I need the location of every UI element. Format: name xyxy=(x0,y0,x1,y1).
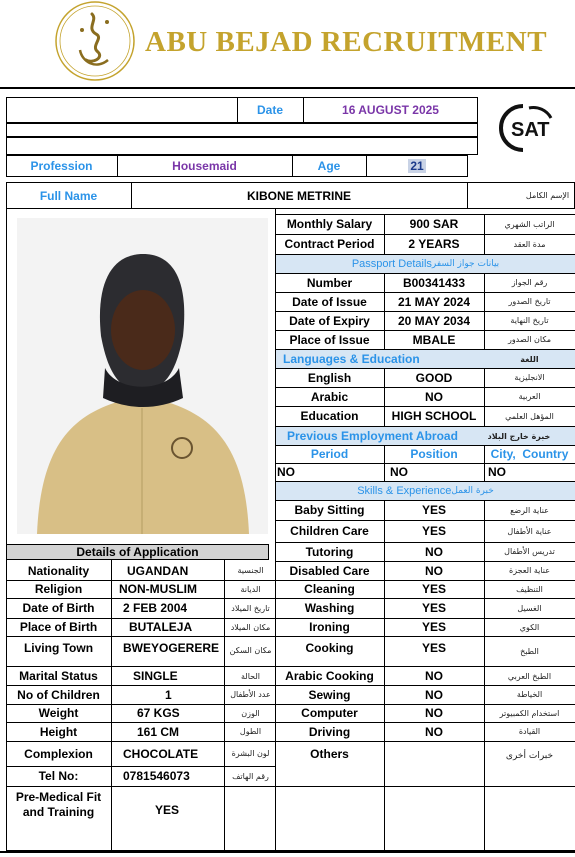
issue-date-label: Date of Issue xyxy=(292,294,367,309)
agency-logo xyxy=(493,100,569,156)
ironing-arabic: الكوي xyxy=(519,622,540,632)
premedical-value: YES xyxy=(155,803,180,817)
nationality-value: UGANDAN xyxy=(127,563,189,578)
period-value: NO xyxy=(277,465,295,479)
others-value xyxy=(384,741,484,766)
contract-period-arabic: مدة العقد xyxy=(513,239,546,249)
washing-value: YES xyxy=(421,601,446,615)
employment-title-arabic: خبرة خارج البلاد xyxy=(487,431,551,441)
others-label: Others xyxy=(310,746,349,761)
children-care-value: YES xyxy=(421,524,446,538)
english-value: GOOD xyxy=(415,370,453,385)
living-town-label: Living Town xyxy=(23,641,94,655)
arabic-cooking-value: NO xyxy=(425,669,443,683)
cooking-value: YES xyxy=(421,641,446,655)
others-arabic: خبرات أخرى xyxy=(505,751,554,761)
complexion-label: Complexion xyxy=(24,746,93,761)
skills-title: Skills & Experience خبرة العمل xyxy=(357,485,494,497)
arabic-cooking-label: Arabic Cooking xyxy=(285,669,374,683)
english-arabic: الانجليزية xyxy=(514,373,545,382)
sewing-value: NO xyxy=(425,687,443,702)
english-label: English xyxy=(307,370,352,385)
blank-row xyxy=(6,137,478,155)
baby-sitting-arabic: عناية الرضع xyxy=(510,505,549,515)
arabic-label: Arabic xyxy=(310,389,349,404)
brand-name: ABU BEJAD RECRUITMENT xyxy=(145,26,548,58)
passport-number-label: Number xyxy=(306,275,353,290)
fullname-arabic: الإسم الكامل xyxy=(525,191,570,200)
complexion-arabic: لون البشرة xyxy=(231,749,270,758)
date-value: 16 AUGUST 2025 xyxy=(342,103,439,117)
issue-date-value: 21 MAY 2024 xyxy=(397,294,471,309)
marital-status-value: SINGLE xyxy=(133,669,178,683)
children-label: No of Children xyxy=(17,687,100,702)
salary-arabic: الراتب الشهري xyxy=(504,219,555,229)
passport-number-arabic: رقم الجواز xyxy=(511,278,548,287)
height-arabic: الطول xyxy=(239,727,262,736)
profession-label: Profession xyxy=(30,159,93,173)
cooking-arabic: الطبخ xyxy=(520,646,539,656)
complexion-value: CHOCOLATE xyxy=(123,746,199,761)
expiry-date-arabic: تاريخ النهاية xyxy=(510,316,549,325)
tel-label: Tel No: xyxy=(38,769,79,783)
cleaning-label: Cleaning xyxy=(304,582,355,596)
education-label: Education xyxy=(300,409,359,423)
disabled-care-label: Disabled Care xyxy=(289,563,370,578)
weight-value: 67 KGS xyxy=(137,706,180,720)
tel-value: 0781546073 xyxy=(123,769,190,783)
arabic-value: NO xyxy=(425,389,443,404)
marital-status-arabic: الحالة xyxy=(241,671,260,681)
disabled-care-value: NO xyxy=(425,563,443,578)
dob-value: 2 FEB 2004 xyxy=(123,601,188,615)
issue-place-label: Place of Issue xyxy=(289,332,370,347)
passport-title: Passport Details بيانات جواز السفر xyxy=(351,258,500,270)
cleaning-value: YES xyxy=(421,582,446,596)
baby-sitting-value: YES xyxy=(421,503,446,517)
marital-status-label: Marital Status xyxy=(19,669,98,683)
nationality-arabic: الجنسية xyxy=(237,566,264,575)
disabled-care-arabic: عناية العجزة xyxy=(509,566,550,575)
children-value: 1 xyxy=(165,687,172,702)
religion-value: NON-MUSLIM xyxy=(119,582,197,596)
driving-arabic: القيادة xyxy=(518,727,541,736)
dob-label: Date of Birth xyxy=(22,601,95,615)
driving-value: NO xyxy=(425,724,443,739)
driving-label: Driving xyxy=(308,724,351,739)
cooking-label: Cooking xyxy=(305,641,354,655)
religion-label: Religion xyxy=(34,582,83,596)
age-value: 21 xyxy=(410,159,424,173)
blank-row xyxy=(6,123,478,137)
sewing-label: Sewing xyxy=(308,687,351,702)
nationality-label: Nationality xyxy=(27,563,90,578)
age-label: Age xyxy=(317,159,341,173)
premedical-label: Pre-Medical Fit and Training xyxy=(15,790,102,819)
issue-date-arabic: تاريخ الصدور xyxy=(508,297,551,306)
salary-label: Monthly Salary xyxy=(286,217,373,231)
living-town-arabic: مكان السكن xyxy=(229,645,272,655)
tutoring-arabic: تدريس الأطفال xyxy=(504,547,555,556)
pob-label: Place of Birth xyxy=(19,620,98,634)
issue-place-value: MBALE xyxy=(412,332,456,347)
fullname-value: KIBONE METRINE xyxy=(246,188,351,203)
education-value: HIGH SCHOOL xyxy=(391,409,477,423)
washing-label: Washing xyxy=(304,601,355,615)
tutoring-value: NO xyxy=(425,544,443,559)
height-label: Height xyxy=(39,724,78,739)
weight-arabic: الوزن xyxy=(241,708,260,718)
washing-arabic: الغسيل xyxy=(517,603,542,613)
religion-arabic: الديانة xyxy=(240,584,261,594)
issue-place-arabic: مكان الصدور xyxy=(507,335,552,344)
profession-value: Housemaid xyxy=(172,159,237,173)
baby-sitting-label: Baby Sitting xyxy=(294,503,365,517)
city-country-header: City, Country xyxy=(490,447,569,461)
pob-value: BUTALEJA xyxy=(129,620,193,634)
expiry-date-label: Date of Expiry xyxy=(289,313,370,328)
date-label: Date xyxy=(256,103,283,117)
passport-number-value: B00341433 xyxy=(402,275,466,290)
pob-arabic: مكان الميلاد xyxy=(230,622,271,632)
computer-label: Computer xyxy=(301,706,358,720)
salary-value: 900 SAR xyxy=(409,217,459,231)
application-title: Details of Application xyxy=(76,545,199,559)
computer-arabic: استخدام الكمبيوتر xyxy=(499,708,560,718)
ironing-value: YES xyxy=(421,620,446,634)
ironing-label: Ironing xyxy=(309,620,350,634)
arabic-arabic: العربية xyxy=(518,392,541,401)
contract-period-label: Contract Period xyxy=(284,237,375,251)
position-value: NO xyxy=(390,465,408,479)
sewing-arabic: الخياطة xyxy=(516,690,543,699)
period-header: Period xyxy=(310,447,349,461)
tutoring-label: Tutoring xyxy=(305,544,354,559)
contract-period-value: 2 YEARS xyxy=(408,237,460,251)
svg-text:SAT: SAT xyxy=(511,119,550,141)
living-town-value: BWEYOGERERE xyxy=(123,641,220,655)
arabic-cooking-arabic: الطبخ العربي xyxy=(507,671,552,681)
computer-value: NO xyxy=(425,706,443,720)
cleaning-arabic: التنظيف xyxy=(516,584,543,594)
position-header: Position xyxy=(410,447,458,461)
languages-title-arabic: اللغة xyxy=(520,354,539,364)
fullname-label: Full Name xyxy=(39,188,98,203)
children-care-label: Children Care xyxy=(290,524,369,538)
children-care-arabic: عناية الأطفال xyxy=(507,526,552,536)
tel-arabic: رقم الهاتف xyxy=(232,771,269,781)
education-arabic: المؤهل العلمي xyxy=(505,411,554,421)
company-logo xyxy=(52,0,138,82)
children-arabic: عدد الأطفال xyxy=(230,690,271,699)
expiry-date-value: 20 MAY 2034 xyxy=(397,313,471,328)
employment-title: Previous Employment Abroad xyxy=(287,429,458,443)
candidate-photo xyxy=(17,218,268,534)
weight-label: Weight xyxy=(38,706,79,720)
languages-title: Languages & Education xyxy=(283,352,420,366)
height-value: 161 CM xyxy=(137,724,180,739)
dob-arabic: تاريخ الميلاد xyxy=(231,603,270,613)
city-country-value: NO xyxy=(488,465,506,479)
